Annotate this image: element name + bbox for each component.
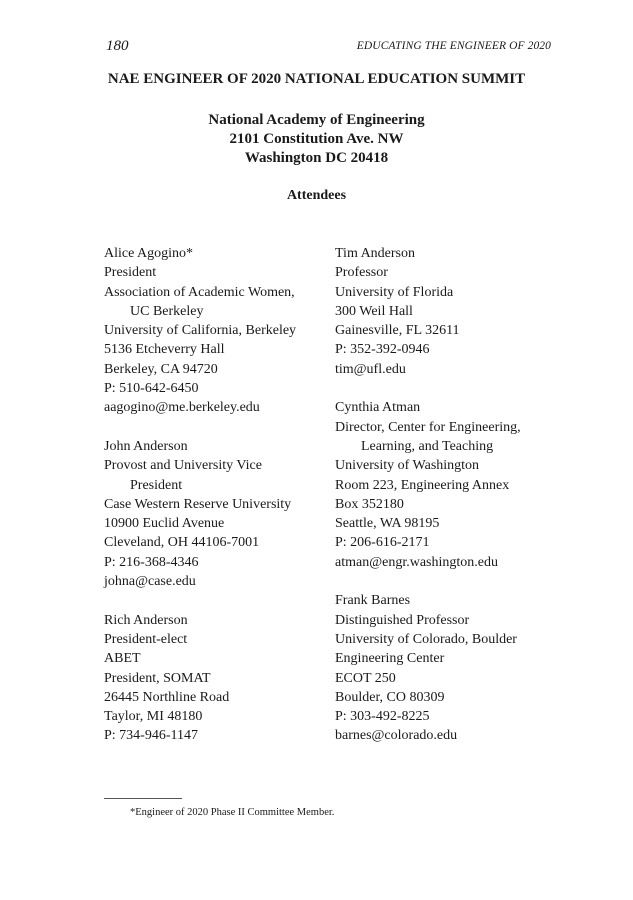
attendee-detail-line: Seattle, WA 98195 [335,516,440,532]
attendee-detail-line: University of Colorado, Boulder [335,631,517,647]
attendee-detail-line: Provost and University Vice [104,458,262,474]
attendee-detail-line: Berkeley, CA 94720 [104,361,218,377]
page-title: NAE ENGINEER OF 2020 NATIONAL EDUCATION SUMMIT [107,71,526,87]
attendee-detail-line: President, SOMAT [104,670,211,686]
attendee-name: Tim Anderson [335,246,416,261]
attendee-detail-line: P: 510-642-6450 [104,381,199,397]
attendee-detail-line: Distinguished Professor [335,612,470,628]
attendee-detail-line: President [130,477,183,493]
attendee-name: Rich Anderson [104,612,188,628]
attendee-detail-line: P: 352-392-0946 [335,342,430,358]
attendee-detail-line: Director, Center for Engineering, [335,419,521,435]
attendee-detail-line: President-elect [104,631,188,647]
attendee-detail-line: Engineering Center [335,651,445,667]
attendee-detail-line: UC Berkeley [130,303,204,319]
attendee-detail-line: P: 216-368-4346 [104,554,199,570]
address-line: Washington DC 20418 [244,150,389,166]
attendee-detail-line: Gainesville, FL 32611 [335,323,460,339]
attendee-detail-line: Professor [335,265,388,281]
attendee-detail-line: University of California, Berkeley [104,323,297,339]
address-line: 2101 Constitution Ave. NW [229,131,404,147]
attendee-detail-line: barnes@colorado.edu [335,728,458,744]
attendee-entry [335,244,555,379]
attendee-detail-line: Boulder, CO 80309 [335,689,445,705]
address-line: National Academy of Engineering [208,112,425,128]
attendee-name: Frank Barnes [335,593,411,609]
attendee-detail-line: johna@case.edu [104,574,196,590]
attendee-detail-line: University of Florida [335,284,454,300]
attendee-detail-line: 26445 Northline Road [104,689,230,705]
attendee-detail-line: ECOT 250 [335,670,396,686]
attendee-detail-line: ABET [104,651,141,667]
attendee-column-right [335,244,555,765]
attendee-name: John Anderson [104,438,188,454]
attendee-detail-line: Cleveland, OH 44106-7001 [104,535,260,551]
attendee-detail-line: Learning, and Teaching [361,438,494,454]
attendee-detail-line: Box 352180 [335,496,404,512]
attendee-entry [104,244,329,418]
attendee-detail-line: University of Washington [335,458,480,474]
footnote-divider [104,798,182,799]
attendee-detail-line: Case Western Reserve University [104,496,292,512]
attendee-detail-line: P: 206-616-2171 [335,535,430,551]
attendees-heading: Attendees [286,188,347,203]
attendee-detail-line: President [104,265,157,281]
attendee-detail-line: 10900 Euclid Avenue [104,516,225,532]
page-number: 180 [106,38,129,54]
attendee-entry [104,437,329,591]
running-head: EDUCATING THE ENGINEER OF 2020 [356,40,551,52]
attendee-entry [335,591,555,745]
attendee-detail-line: 5136 Etcheverry Hall [104,342,225,358]
attendee-name: Cynthia Atman [335,400,421,416]
attendee-detail-line: P: 734-946-1147 [104,728,198,744]
footnote: *Engineer of 2020 Phase II Committee Member. [130,807,335,818]
attendee-detail-line: P: 303-492-8225 [335,709,430,725]
attendee-detail-line: Taylor, MI 48180 [104,709,203,725]
attendee-detail-line: 300 Weil Hall [335,303,413,319]
attendee-detail-line: atman@engr.washington.edu [335,554,498,570]
attendee-detail-line: aagogino@me.berkeley.edu [104,400,260,416]
attendee-name: Alice Agogino* [104,246,194,261]
address-block [0,111,633,168]
attendee-detail-line: Room 223, Engineering Annex [335,477,510,493]
attendee-detail-line: Association of Academic Women, [104,284,295,300]
attendee-entry [104,611,329,746]
attendee-detail-line: tim@ufl.edu [335,361,406,377]
attendee-column-left [104,244,329,765]
attendee-entry [335,398,555,572]
